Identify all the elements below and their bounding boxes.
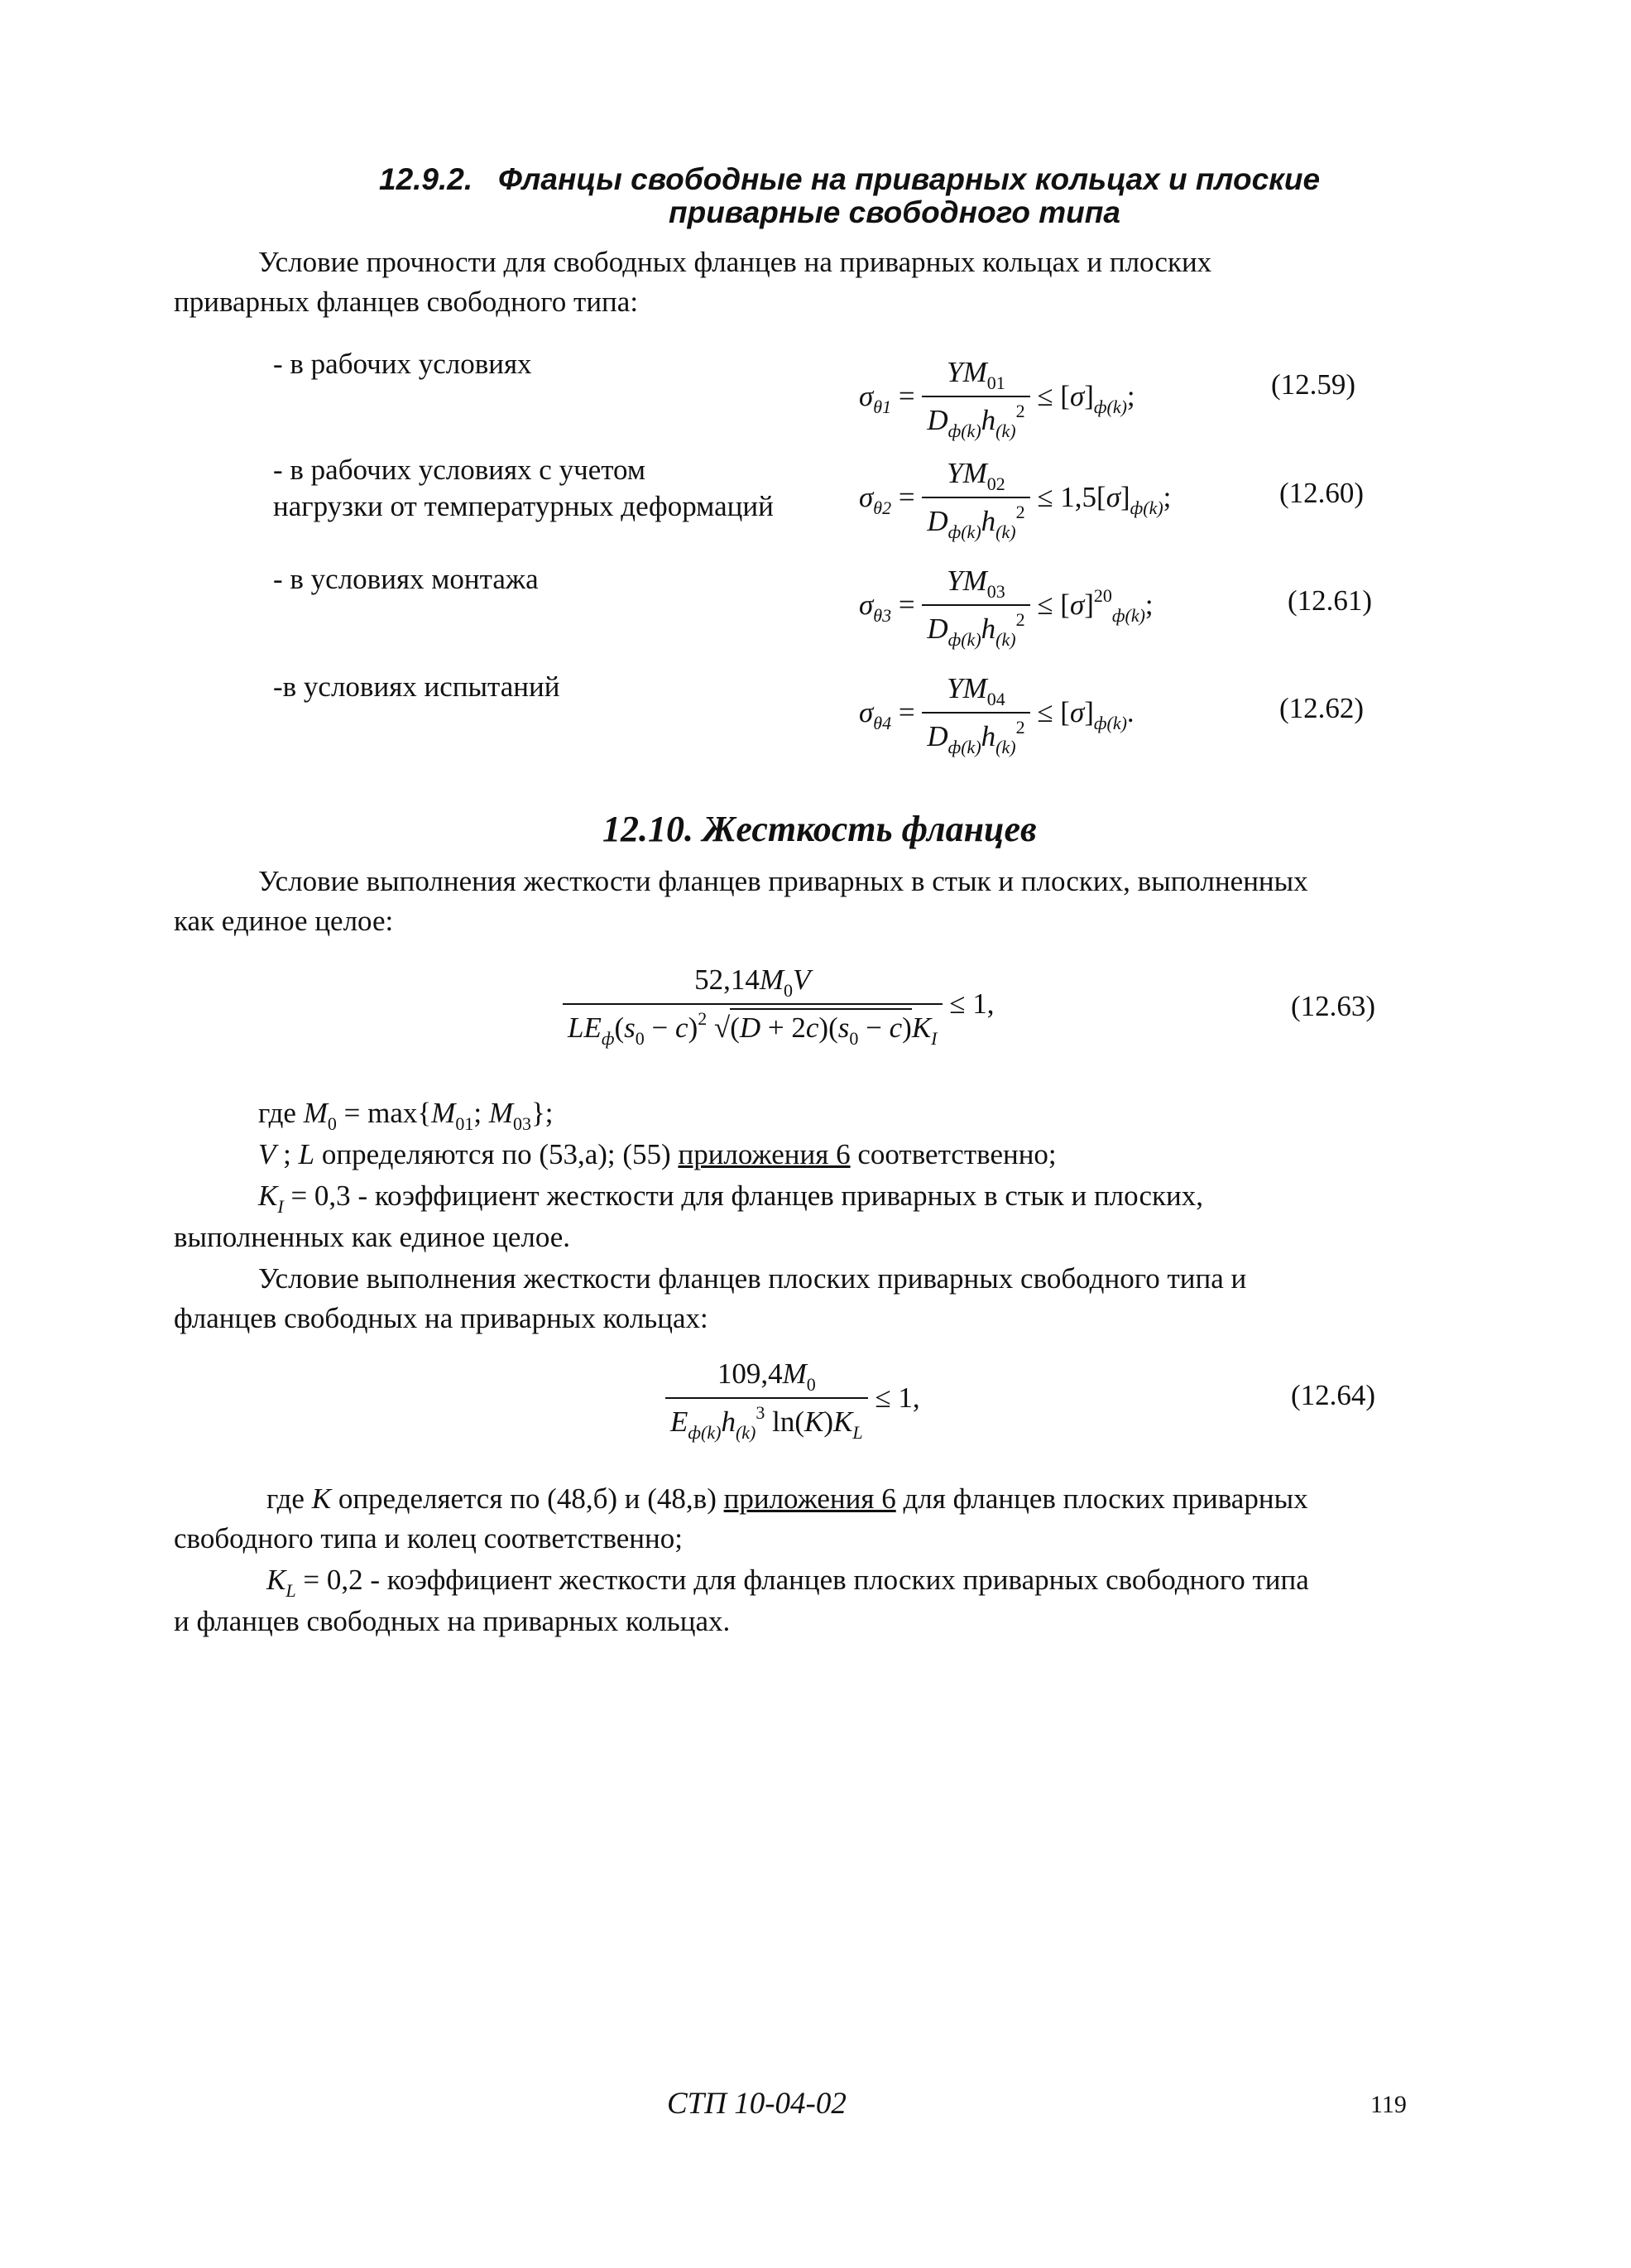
document-code: СТП 10-04-02 xyxy=(667,2087,847,2121)
equation-number-12-61: (12.61) xyxy=(1288,584,1373,617)
section-heading-12-10: 12.10. Жесткость фланцев xyxy=(602,809,1037,849)
appendix-6-link-2[interactable]: приложения 6 xyxy=(723,1482,896,1515)
where-kl-line2: и фланцев свободных на приварных кольцах. xyxy=(174,1605,731,1637)
condition-label-working: - в рабочих условиях xyxy=(273,348,532,380)
page-number: 119 xyxy=(1370,2091,1407,2118)
appendix-6-link[interactable]: приложения 6 xyxy=(678,1138,851,1170)
equation-number-12-60: (12.60) xyxy=(1279,477,1365,509)
where-kl-definition: $K_L = 0,2$ - коэффициент жесткости для фланцев плоских приварных свободного типа xyxy=(266,1564,1309,1601)
where-ki-definition: $K_I = 0,3$ - коэффициент жесткости для фланцев приварных в стык и плоских, xyxy=(258,1180,1204,1217)
rigidity-intro-line2: как единое целое: xyxy=(174,905,394,937)
equation-number-12-64: (12.64) xyxy=(1291,1379,1376,1411)
equation-number-12-63: (12.63) xyxy=(1291,990,1376,1022)
rigidity-intro-line1: Условие выполнения жесткости фланцев приварных в стык и плоских, выполненных xyxy=(258,865,1308,897)
formula-12-64: $\frac{109,4M_0}{E_{ф(k)}h_{(k)}^3 \ln(K)K_L}$ ≤ 1, xyxy=(665,1357,920,1444)
formula-12-63: $\frac{52,14M_0V}{LE_ф(s_0 - c)^2 √(D + 2c)(s_0 - c)K_I}$ ≤ 1, xyxy=(563,963,994,1050)
section-number: 12.9.2. xyxy=(379,162,473,196)
rigidity-free-intro-line1: Условие выполнения жесткости фланцев плоских приварных свободного типа и xyxy=(258,1262,1247,1295)
formula-12-60: $\sigma_{\theta 2}$ = $\frac{YM_{02}}{D_{ф(k)}h_{(k)}^2}$ ≤ $1,5[\sigma]_{ф(k)}$; xyxy=(859,457,1172,542)
where-v-l-definition: V ; L определяются по (53,а); (55) приложения 6 соответственно; xyxy=(258,1138,1057,1170)
equation-number-12-59: (12.59) xyxy=(1271,368,1356,401)
intro-paragraph-line1: Условие прочности для свободных фланцев на приварных кольцах и плоских xyxy=(258,246,1212,278)
where-ki-line2: выполненных как единое целое. xyxy=(174,1221,571,1253)
condition-label-testing: -в условиях испытаний xyxy=(273,670,560,703)
section-heading-12-9-2 xyxy=(379,162,1320,197)
where-m0-definition: где $M_0 = \max\{M_{01}$; $M_{03}$}; xyxy=(258,1097,554,1134)
formula-12-61: $\sigma_{\theta 3}$ = $\frac{YM_{03}}{D_{ф(k)}h_{(k)}^2}$ ≤ $[\sigma]^{20}_{ф(k)}$; xyxy=(859,565,1154,650)
intro-paragraph-line2: приварных фланцев свободного типа: xyxy=(174,286,639,318)
equation-number-12-62: (12.62) xyxy=(1279,692,1365,724)
condition-label-mounting: - в условиях монтажа xyxy=(273,563,539,595)
condition-label-thermal-line1: - в рабочих условиях с учетом xyxy=(273,454,646,486)
condition-label-thermal-line2: нагрузки от температурных деформаций xyxy=(273,490,774,522)
section-title-line2: приварные свободного типа xyxy=(669,195,1120,229)
section-title-line1: Фланцы свободные на приварных кольцах и плоские xyxy=(498,162,1321,196)
where-k-line2: свободного типа и колец соответственно; xyxy=(174,1522,683,1554)
formula-12-62: $\sigma_{\theta 4}$ = $\frac{YM_{04}}{D_{ф(k)}h_{(k)}^2}$ ≤ $[\sigma]_{ф(k)}$. xyxy=(859,672,1135,757)
rigidity-free-intro-line2: фланцев свободных на приварных кольцах: xyxy=(174,1302,708,1334)
formula-12-59: $\sigma_{\theta 1}$ = $\frac{YM_{01}}{D_{ф(k)}h_{(k)}^2}$ ≤ $[\sigma]_{ф(k)}$; xyxy=(859,356,1135,441)
where-k-definition: где K определяется по (48,б) и (48,в) приложения 6 для фланцев плоских приварных xyxy=(266,1482,1308,1515)
